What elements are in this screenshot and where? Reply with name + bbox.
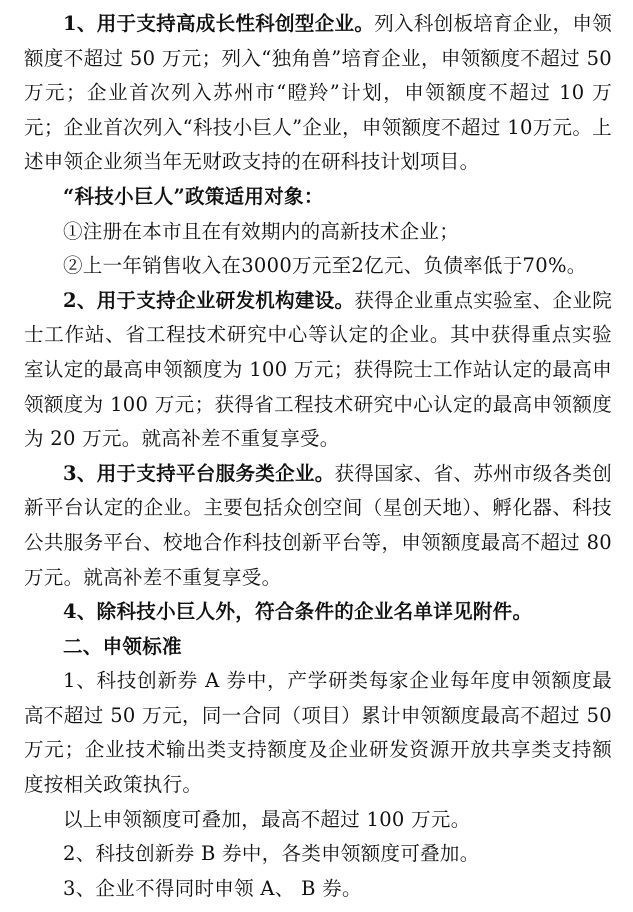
paragraph-3-text: ①注册在本市且在有效期内的高新技术企业； <box>63 219 460 243</box>
paragraph-6 <box>24 457 612 595</box>
paragraph-10-text: 以上申领额度可叠加，最高不超过 100 万元。 <box>63 807 471 831</box>
paragraph-5-text: 获得企业重点实验室、企业院士工作站、省工程技术研究中心等认定的企业。其中获得重点实验室认定的最高申领额度为 100 万元；获得院士工作站认定的最高申领额度为 100 万元；获得省工程技术研究中心认定的最高申领额度为 20 万元。就高补差不重复享受。 <box>24 288 612 451</box>
paragraph-1-lead: 1、用于支持高成长性科创型企业。 <box>63 12 375 35</box>
section-heading <box>24 630 612 665</box>
paragraph-12 <box>24 872 612 907</box>
paragraph-6-text: 获得国家、省、苏州市级各类创新平台认定的企业。主要包括众创空间（星创天地）、孵化器、科技公共服务平台、校地合作科技创新平台等，申领额度最高不超过 80 万元。就高补差不重复享受。 <box>24 461 612 589</box>
section-heading-text: 二、申领标准 <box>63 634 182 658</box>
paragraph-9 <box>24 664 612 802</box>
paragraph-7 <box>24 595 612 630</box>
paragraph-7-lead: 4、除科技小巨人外，符合条件的企业名单详见附件。 <box>63 600 533 624</box>
paragraph-4 <box>24 249 612 284</box>
paragraph-1-text: 列入科创板培育企业，申领额度不超过 50 万元；列入“独角兽”培育企业，申领额度不超过 50 万元；企业首次列入苏州市“瞪羚”计划，申领额度不超过 10 万元；企业首次列入“科技小巨人”企业，申领额度不超过 10万元。上述申领企业须当年无财政支持的在研科技计划项目。 <box>24 12 612 174</box>
paragraph-1 <box>24 7 612 180</box>
paragraph-3 <box>24 215 612 250</box>
paragraph-5 <box>24 284 612 457</box>
paragraph-12-text: 3、企业不得同时申领 A、 B 券。 <box>63 876 362 900</box>
paragraph-5-lead: 2、用于支持企业研发机构建设。 <box>63 288 355 312</box>
paragraph-6-lead: 3、用于支持平台服务类企业。 <box>63 461 335 485</box>
paragraph-11-text: 2、科技创新券 B 券中，各类申领额度可叠加。 <box>63 842 480 866</box>
paragraph-2 <box>24 180 612 215</box>
document-page <box>24 7 612 906</box>
paragraph-10 <box>24 803 612 838</box>
paragraph-11 <box>24 837 612 872</box>
paragraph-2-lead: “科技小巨人”政策适用对象： <box>63 184 324 208</box>
paragraph-9-text: 1、科技创新券 A 券中，产学研类每家企业每年度申领额度最高不超过 50 万元，同一合同（项目）累计申领额度最高不超过 50 万元；企业技术输出类支持额度及企业研发资源开放共享类支持额度按相关政策执行。 <box>24 669 612 797</box>
paragraph-4-text: ②上一年销售收入在3000万元至2亿元、负债率低于70%。 <box>63 254 587 278</box>
